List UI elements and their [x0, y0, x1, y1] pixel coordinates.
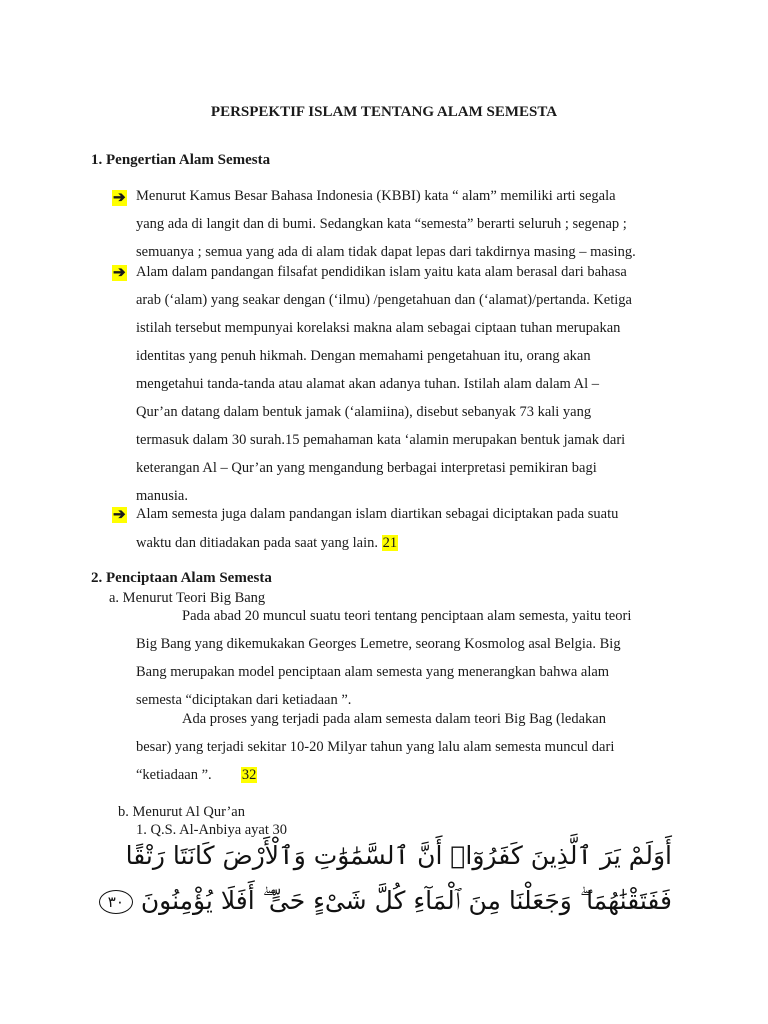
bullet-2-line-2: arab (‘alam) yang seakar dengan (‘ilmu) /pengetahuan dan (‘alamat)/pertanda. Ketiga: [136, 292, 632, 308]
arrow-icon: ➔: [113, 190, 126, 206]
subsection-a-heading: a. Menurut Teori Big Bang: [109, 590, 266, 606]
footnote-marker: 21: [382, 535, 398, 551]
bullet-2-line-6: Qur’an datang dalam bentuk jamak (‘alamiina), disebut sebanyak 73 kali yang: [136, 404, 592, 420]
para-2-line-2: besar) yang terjadi sekitar 10-20 Milyar tahun yang lalu alam semesta muncul dari: [136, 739, 615, 755]
bullet-2-line-7: termasuk dalam 30 surah.15 pemahaman kata ‘alamin merupakan bentuk jamak dari: [136, 432, 626, 448]
bullet-2-line-1: Alam dalam pandangan filsafat pendidikan islam yaitu kata alam berasal dari bahasa: [136, 264, 627, 280]
subsection-b-heading: b. Menurut Al Qur’an: [118, 804, 245, 820]
bullet-3-line-1: Alam semesta juga dalam pandangan islam diartikan sebagai diciptakan pada suatu: [136, 506, 619, 522]
bullet-2-line-4: identitas yang penuh hikmah. Dengan memahami pengetahuan itu, orang akan: [136, 348, 591, 364]
para-1-line-4: semesta “diciptakan dari ketiadaan ”.: [136, 692, 352, 708]
para-2-text: “ketiadaan ”.: [136, 767, 212, 783]
quran-verse-line-2-text: فَفَتَقْنَٰهُمَا ۖ وَجَعَلْنَا مِنَ ٱلْمَآءِ كُلَّ شَىْءٍ حَىٍّ ۖ أَفَلَا يُؤْمِنُونَ: [140, 886, 672, 915]
para-2-line-3: [136, 767, 257, 784]
section-2-heading: 2. Penciptaan Alam Semesta: [91, 570, 272, 586]
arrow-icon: ➔: [113, 507, 126, 523]
bullet-1-line-1: Menurut Kamus Besar Bahasa Indonesia (KBBI) kata “ alam” memiliki arti segala: [136, 188, 616, 204]
para-2-line-1: Ada proses yang terjadi pada alam semesta dalam teori Big Bag (ledakan: [182, 711, 606, 727]
quran-verse-line-1: أَوَلَمْ يَرَ ٱلَّذِينَ كَفَرُوٓا۟ أَنَّ ٱلسَّمَٰوَٰتِ وَٱلْأَرْضَ كَانَتَا رَتْقًا: [125, 841, 672, 870]
bullet-3-line-2: [136, 535, 398, 552]
section-1-heading: 1. Pengertian Alam Semesta: [91, 152, 271, 168]
quran-verse-line-2: [95, 886, 672, 916]
para-1-line-2: Big Bang yang dikemukakan Georges Lemetre, seorang Kosmolog asal Belgia. Big: [136, 636, 621, 652]
bullet-3-text: waktu dan ditiadakan pada saat yang lain.: [136, 535, 378, 551]
bullet-2-line-9: manusia.: [136, 488, 188, 504]
footnote-marker: 32: [241, 767, 257, 783]
document-title: PERSPEKTIF ISLAM TENTANG ALAM SEMESTA: [210, 104, 558, 120]
para-1-line-3: Bang merupakan model penciptaan alam semesta yang menerangkan bahwa alam: [136, 664, 610, 680]
bullet-1-line-3: semuanya ; semua yang ada di alam tidak dapat lepas dari takdirnya masing – masing.: [136, 244, 636, 260]
bullet-2-line-8: keterangan Al – Qur’an yang mengandung berbagai interpretasi pemikiran bagi: [136, 460, 597, 476]
verse-reference: 1. Q.S. Al-Anbiya ayat 30: [136, 822, 288, 838]
bullet-2-line-5: mengetahui tanda-tanda atau alamat akan adanya tuhan. Istilah alam dalam Al –: [136, 376, 600, 392]
ayah-number-marker: ٣٠: [99, 890, 133, 914]
bullet-1-line-2: yang ada di langit dan di bumi. Sedangkan kata “semesta” berarti seluruh ; segenap ;: [136, 216, 627, 232]
arrow-icon: ➔: [113, 265, 126, 281]
para-1-line-1: Pada abad 20 muncul suatu teori tentang penciptaan alam semesta, yaitu teori: [182, 608, 632, 624]
bullet-2-line-3: istilah tersebut mempunyai korelaksi makna alam sebagai ciptaan tuhan merupakan: [136, 320, 621, 336]
